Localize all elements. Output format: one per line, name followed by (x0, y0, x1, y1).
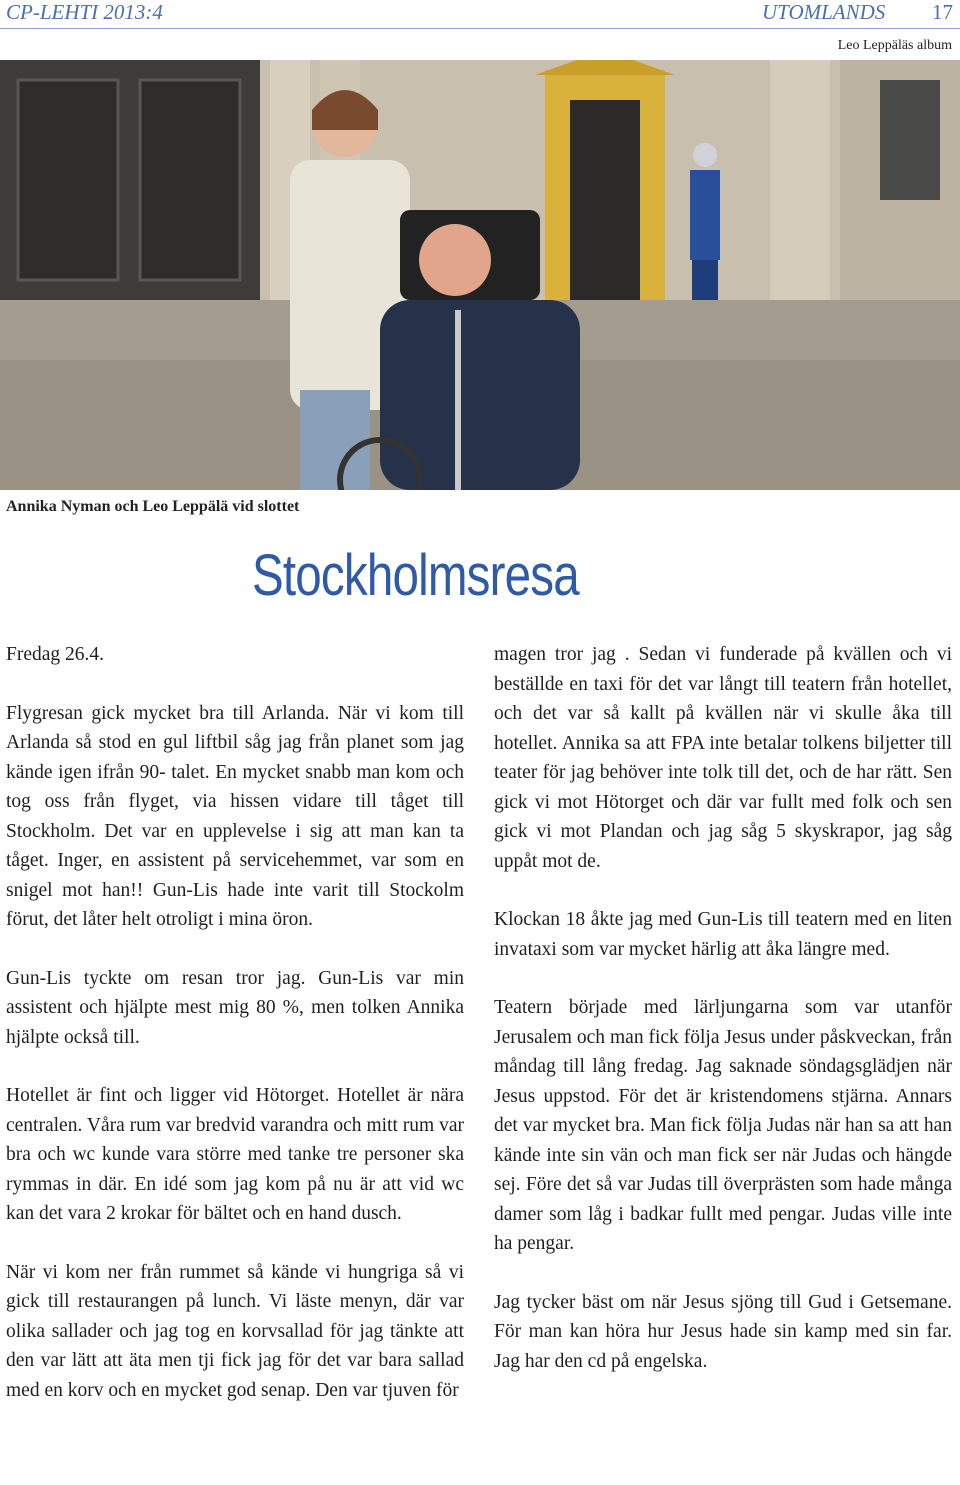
section-name: UTOMLANDS (762, 0, 886, 24)
paragraph: Gun-Lis tyckte om resan tror jag. Gun-Lis var min assistent och hjälpte mest mig 80 %, men tolken Annika hjälpte också till. (6, 967, 464, 1048)
article-photo (0, 60, 960, 490)
photo-caption: Annika Nyman och Leo Leppälä vid slottet (6, 498, 300, 515)
photo-credit: Leo Leppäläs album (837, 38, 952, 53)
paragraph: magen tror jag . Sedan vi funderade på kvällen och vi beställde en taxi för det var långt till teatern från hotellet, och det var så kallt på kvällen när vi skulle åka till hotellet. Annika sa att FPA inte betalar tolkens biljetter till teater för jag behöver inte tolk till det, och de har rätt. Sen gick vi mot Hötorget och där var fullt med folk och sen gick vi mot Plandan och jag såg 5 skyskrapor, jag såg uppåt mot de. (494, 644, 952, 872)
paragraph: Teatern började med lärljungarna som var utanför Jerusalem och man fick följa Jesus under påskveckan, från måndag till lång fredag. Jag saknade söndagsglädjen när Jesus uppstod. För det är kristendomens stjärna. Annars det var mycket bra. Man fick följa Judas när han sa att han kände inte sin vän och man fick ser när Judas och hängde sej. Före det så var Judas till överprästen som hade många damer som låg i badkar fullt med pengar. Judas ville inte ha pengar. (494, 997, 952, 1254)
header-rule (0, 28, 960, 29)
paragraph: Jag tycker bäst om när Jesus sjöng till Gud i Getsemane. För man kan höra hur Jesus hade sin kamp med sin far. Jag har den cd på engelska. (494, 1291, 952, 1372)
page-header (0, 0, 960, 28)
article-title: Stockholmsresa (252, 543, 579, 608)
paragraph: När vi kom ner från rummet så kände vi hungriga så vi gick till restaurangen på lunch. Vi läste menyn, där var olika sallader och jag tog en korvsallad för jag tänkte att den var lätt att äta men tji fick jag för det var bara sallad med en korv och en mycket god senap. Den var tjuven för (6, 1261, 464, 1401)
paragraph: Flygresan gick mycket bra till Arlanda. När vi kom till Arlanda så stod en gul liftbil såg jag från planet som jag kände igen ifrån 90- talet. En mycket snabb man kom och tog oss från flyget, via hissen vidare till tåget till Stockholm. Det var en upplevelse i sig att man kan ta tåget. Inger, en assistent på servicehemmet, var som en snigel mot han!! Gun-Lis hade inte varit till Stockolm förut, det låter helt otroligt i mina öron. (6, 702, 464, 930)
paragraph: Hotellet är fint och ligger vid Hötorget. Hotellet är nära centralen. Våra rum var bredvid varandra och mitt rum var bra och wc kunde vara större med tanke tre personer ska rymmas in där. En idé som jag kom på nu är att vid wc kan det vara 2 krokar för bältet och en hand dusch. (6, 1085, 464, 1224)
paragraph: Klockan 18 åkte jag med Gun-Lis till teatern med en liten invataxi som var mycket härlig att åka längre med. (494, 909, 952, 960)
article-column-left (6, 640, 464, 1405)
page-number: 17 (932, 0, 953, 24)
article-column-right (494, 640, 952, 1376)
publication-name: CP-LEHTI 2013:4 (6, 0, 163, 24)
article-dateline: Fredag 26.4. (6, 644, 105, 665)
